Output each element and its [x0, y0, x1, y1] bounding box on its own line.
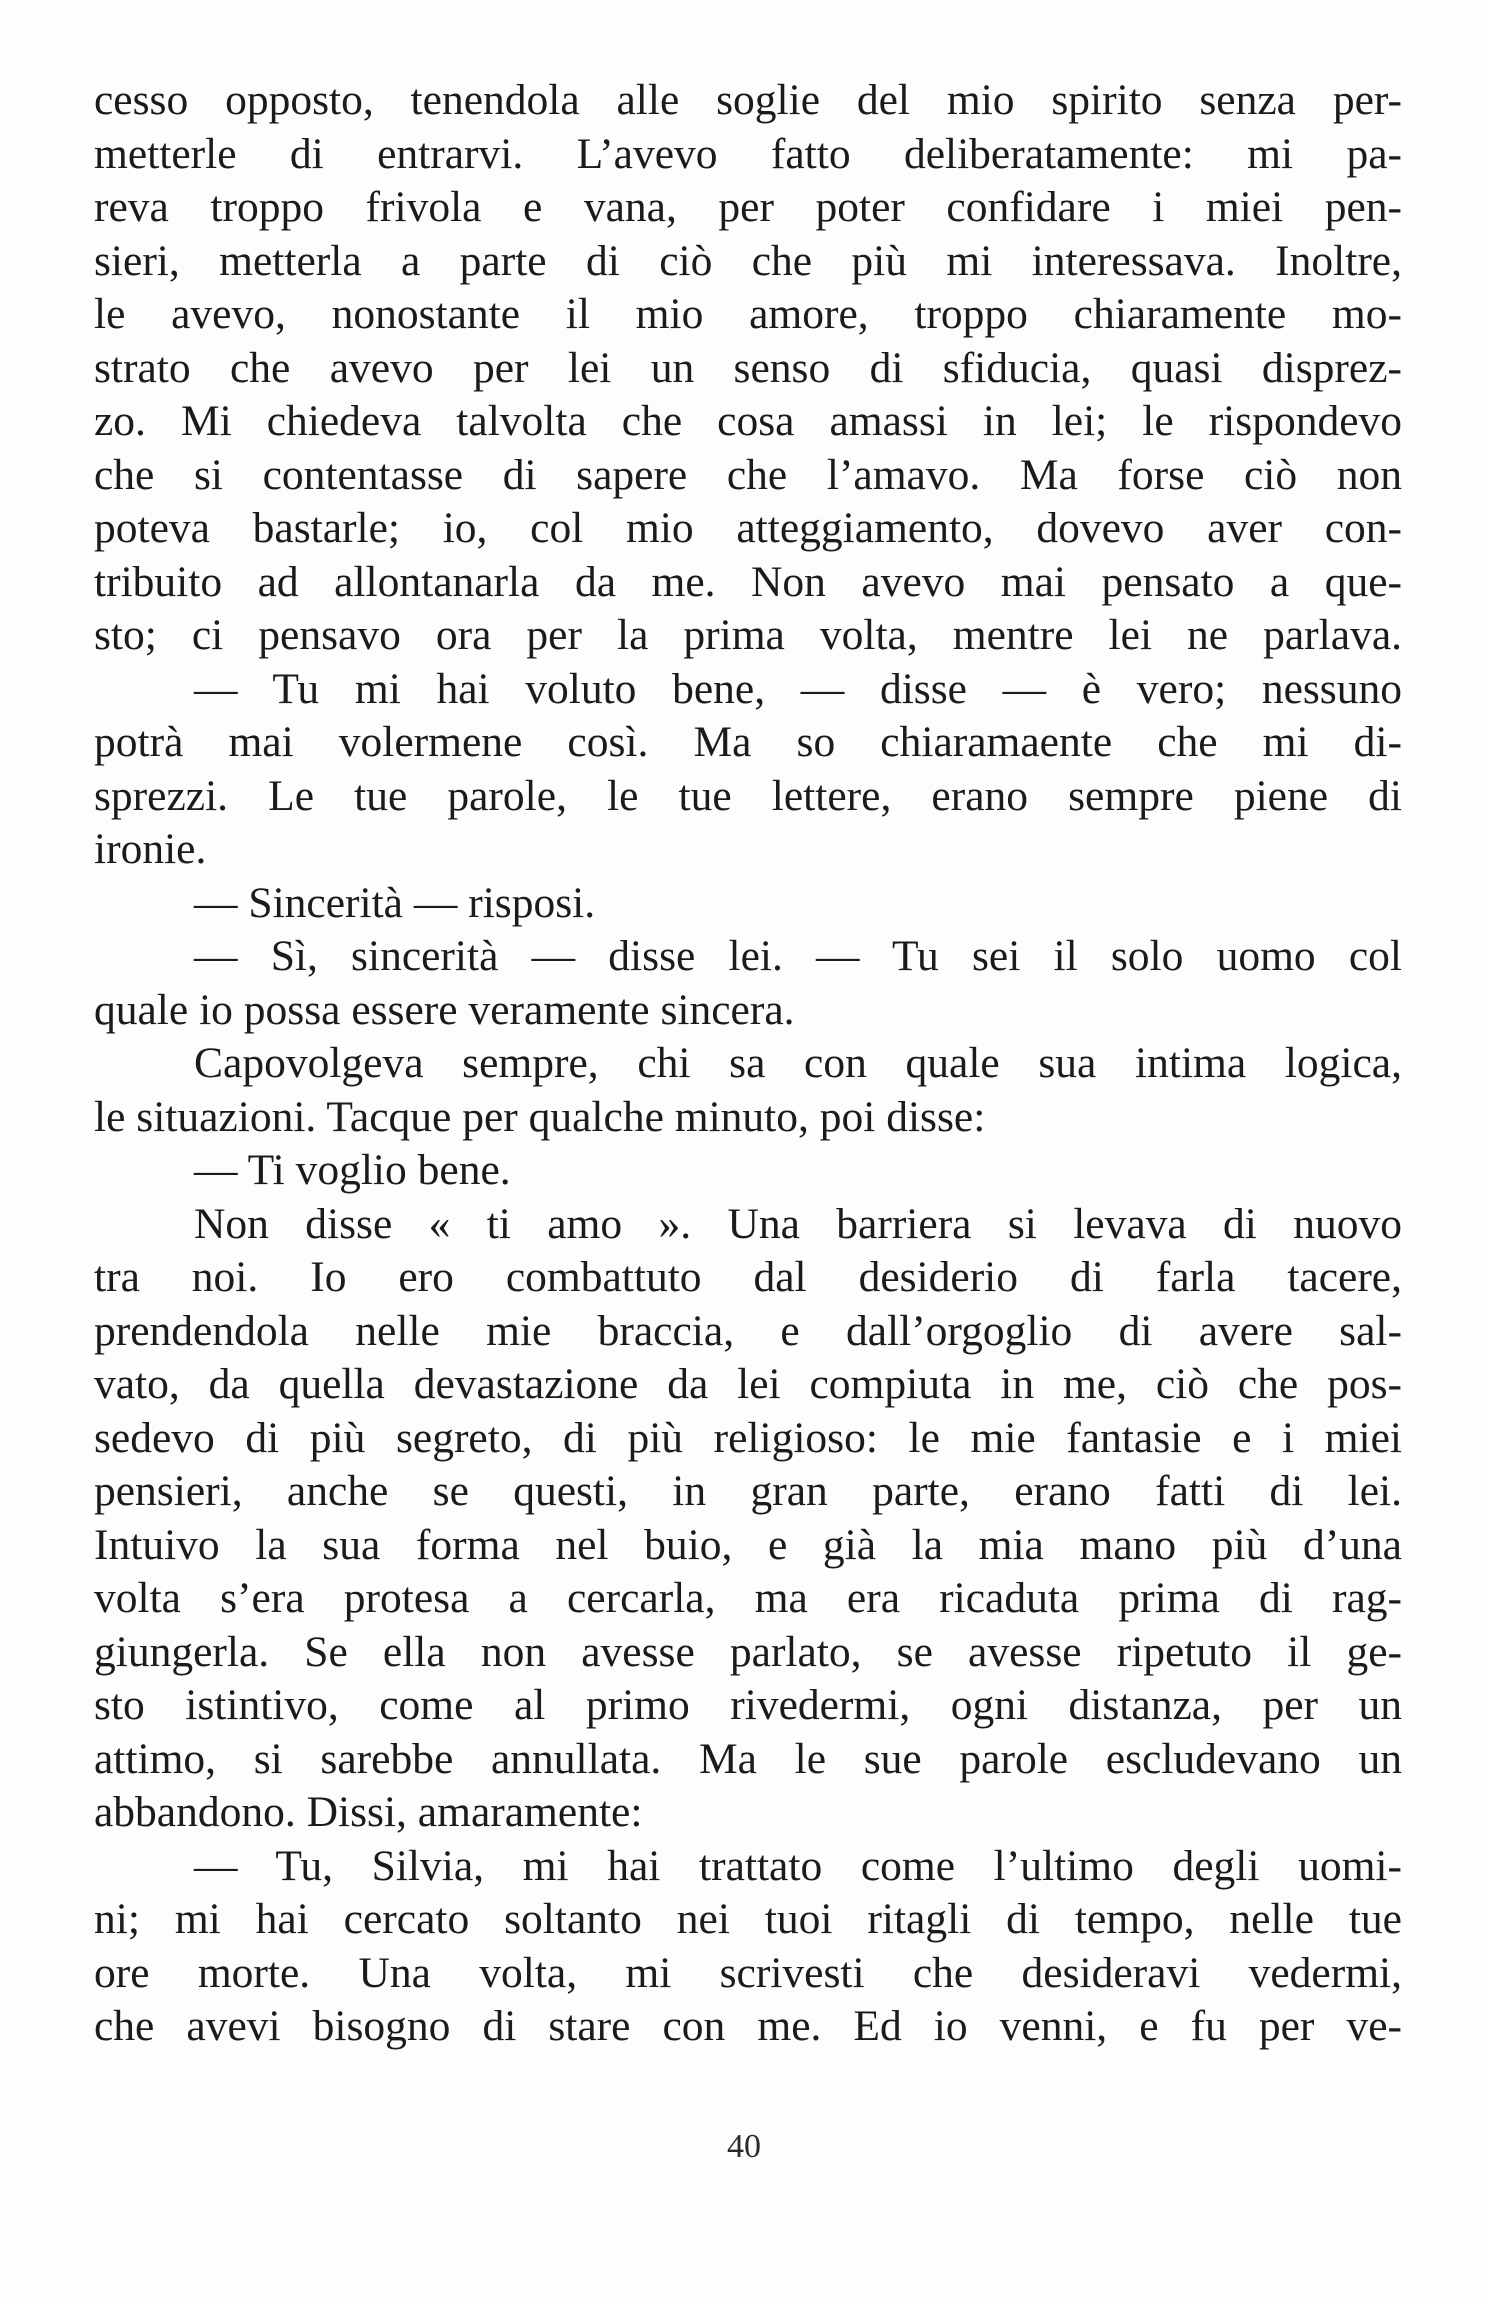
text-line: — Ti voglio bene.	[194, 1146, 511, 1194]
text-line: che avevi bisogno di stare con me. Ed io venni, e fu per ve-	[94, 2002, 1402, 2050]
text-line: sieri, metterla a parte di ciò che più mi interessava. Inoltre,	[94, 236, 1402, 285]
text-line: zo. Mi chiedeva talvolta che cosa amassi in lei; le rispondevo	[94, 397, 1402, 445]
text-line: cesso opposto, tenendola alle soglie del mio spirito senza per-	[94, 76, 1402, 124]
page-number: 40	[727, 2128, 761, 2165]
text-line: reva troppo frivola e vana, per poter confidare i miei pen-	[94, 183, 1402, 231]
text-line: ni; mi hai cercato soltanto nei tuoi ritagli di tempo, nelle tue	[94, 1895, 1402, 1943]
text-line: sprezzi. Le tue parole, le tue lettere, erano sempre piene di	[94, 771, 1402, 820]
text-line: sto; ci pensavo ora per la prima volta, mentre lei ne parlava.	[94, 611, 1402, 659]
text-line: le situazioni. Tacque per qualche minuto, poi disse:	[94, 1092, 986, 1141]
text-line: sedevo di più segreto, di più religioso: le mie fantasie e i miei	[94, 1413, 1402, 1462]
text-line: attimo, si sarebbe annullata. Ma le sue parole escludevano un	[94, 1734, 1402, 1783]
text-line: — Sincerità — risposi.	[194, 878, 596, 927]
text-line: sto istintivo, come al primo rivedermi, ogni distanza, per un	[94, 1681, 1402, 1729]
text-line: poteva bastarle; io, col mio atteggiamento, dovevo aver con-	[94, 504, 1402, 552]
text-line: che si contentasse di sapere che l’amavo. Ma forse ciò non	[94, 450, 1402, 499]
text-line: metterle di entrarvi. L’avevo fatto deliberatamente: mi pa-	[94, 129, 1402, 178]
body-text	[94, 74, 1402, 2054]
text-line: volta s’era protesa a cercarla, ma era ricaduta prima di rag-	[94, 1574, 1402, 1622]
text-line: pensieri, anche se questi, in gran parte, erano fatti di lei.	[94, 1467, 1402, 1515]
text-line: vato, da quella devastazione da lei compiuta in me, ciò che pos-	[94, 1360, 1402, 1408]
text-line: ironie.	[94, 825, 207, 873]
text-line: ore morte. Una volta, mi scrivesti che desideravi vedermi,	[94, 1948, 1402, 1997]
text-line: — Tu mi hai voluto bene, — disse — è vero; nessuno	[194, 664, 1402, 713]
text-line: tra noi. Io ero combattuto dal desiderio di farla tacere,	[94, 1253, 1402, 1301]
text-line: Capovolgeva sempre, chi sa con quale sua intima logica,	[194, 1039, 1402, 1087]
text-line: quale io possa essere veramente sincera.	[94, 985, 795, 1034]
text-line: — Sì, sincerità — disse lei. — Tu sei il solo uomo col	[194, 932, 1402, 980]
text-line: Non disse « ti amo ». Una barriera si levava di nuovo	[194, 1199, 1402, 1248]
text-line: prendendola nelle mie braccia, e dall’orgoglio di avere sal-	[94, 1306, 1402, 1355]
text-line: — Tu, Silvia, mi hai trattato come l’ultimo degli uomi-	[194, 1841, 1402, 1890]
text-line: strato che avevo per lei un senso di sfiducia, quasi disprez-	[94, 343, 1402, 392]
text-line: giungerla. Se ella non avesse parlato, se avesse ripetuto il ge-	[94, 1627, 1402, 1676]
text-line: tribuito ad allontanarla da me. Non avevo mai pensato a que-	[94, 557, 1402, 606]
text-line: potrà mai volermene così. Ma so chiaramaente che mi di-	[94, 718, 1402, 766]
text-line: le avevo, nonostante il mio amore, troppo chiaramente mo-	[94, 290, 1402, 338]
text-line: Intuivo la sua forma nel buio, e già la mia mano più d’una	[94, 1520, 1402, 1569]
text-line: abbandono. Dissi, amaramente:	[94, 1788, 643, 1836]
